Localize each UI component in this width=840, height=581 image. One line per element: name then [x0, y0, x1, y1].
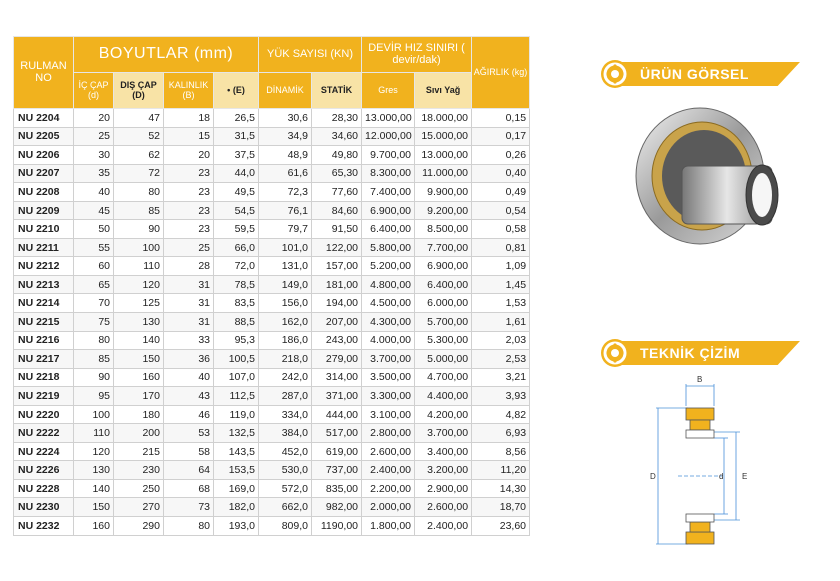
cell-agirlik: 1,09	[472, 257, 530, 276]
cell-dis-cap: 270	[114, 498, 164, 517]
cell-gres: 8.300,00	[362, 164, 415, 183]
cell-dis-cap: 110	[114, 257, 164, 276]
cell-agirlik: 0,49	[472, 183, 530, 202]
cell-statik: 49,80	[312, 146, 362, 165]
cell-e: 66,0	[214, 238, 259, 257]
header-agirlik: AĞIRLIK (kg)	[472, 37, 530, 109]
cell-code: NU 2222	[14, 424, 74, 443]
cell-dinamik: 572,0	[259, 479, 312, 498]
cell-e: 153,5	[214, 461, 259, 480]
table-row	[14, 127, 530, 146]
cell-statik: 65,30	[312, 164, 362, 183]
cell-e: 169,0	[214, 479, 259, 498]
cell-statik: 91,50	[312, 220, 362, 239]
cell-dinamik: 162,0	[259, 313, 312, 332]
cell-ic-cap: 70	[74, 294, 114, 313]
cell-dis-cap: 62	[114, 146, 164, 165]
cell-dinamik: 242,0	[259, 368, 312, 387]
cell-ic-cap: 150	[74, 498, 114, 517]
cell-e: 119,0	[214, 405, 259, 424]
cell-statik: 517,00	[312, 424, 362, 443]
cell-dis-cap: 290	[114, 517, 164, 536]
cell-ic-cap: 75	[74, 313, 114, 332]
cell-statik: 194,00	[312, 294, 362, 313]
cell-statik: 737,00	[312, 461, 362, 480]
cell-agirlik: 0,54	[472, 201, 530, 220]
cell-code: NU 2213	[14, 275, 74, 294]
cell-sivi-yag: 15.000,00	[415, 127, 472, 146]
cell-agirlik: 0,58	[472, 220, 530, 239]
cell-dinamik: 287,0	[259, 387, 312, 406]
cell-agirlik: 2,03	[472, 331, 530, 350]
cell-statik: 619,00	[312, 442, 362, 461]
cell-sivi-yag: 3.400,00	[415, 442, 472, 461]
label-b: B	[697, 375, 703, 384]
label-e: E	[742, 472, 748, 481]
cell-kalinlik: 18	[164, 109, 214, 128]
cell-code: NU 2226	[14, 461, 74, 480]
cell-sivi-yag: 18.000,00	[415, 109, 472, 128]
cell-gres: 1.800,00	[362, 517, 415, 536]
cell-kalinlik: 23	[164, 164, 214, 183]
cell-e: 132,5	[214, 424, 259, 443]
cell-statik: 371,00	[312, 387, 362, 406]
cell-dis-cap: 130	[114, 313, 164, 332]
cell-agirlik: 0,40	[472, 164, 530, 183]
header-devir-hiz: DEVİR HIZ SINIRI ( devir/dak)	[362, 37, 472, 73]
cell-sivi-yag: 2.600,00	[415, 498, 472, 517]
table-row	[14, 479, 530, 498]
cell-dis-cap: 250	[114, 479, 164, 498]
table-row	[14, 220, 530, 239]
teknik-cizim-banner	[596, 338, 808, 368]
cell-agirlik: 4,82	[472, 405, 530, 424]
cell-kalinlik: 28	[164, 257, 214, 276]
cell-kalinlik: 23	[164, 201, 214, 220]
header-sivi-yag: Sıvı Yağ	[415, 73, 472, 109]
cell-agirlik: 18,70	[472, 498, 530, 517]
cell-sivi-yag: 4.400,00	[415, 387, 472, 406]
cell-sivi-yag: 4.700,00	[415, 368, 472, 387]
cell-code: NU 2230	[14, 498, 74, 517]
header-boyutlar: BOYUTLAR (mm)	[74, 37, 259, 73]
cell-dis-cap: 85	[114, 201, 164, 220]
table-row	[14, 275, 530, 294]
cell-code: NU 2209	[14, 201, 74, 220]
urun-gorsel-banner	[596, 59, 808, 89]
cell-statik: 444,00	[312, 405, 362, 424]
cell-dinamik: 218,0	[259, 350, 312, 369]
cell-code: NU 2216	[14, 331, 74, 350]
cell-ic-cap: 25	[74, 127, 114, 146]
cell-ic-cap: 20	[74, 109, 114, 128]
cell-statik: 181,00	[312, 275, 362, 294]
cell-gres: 4.300,00	[362, 313, 415, 332]
cell-kalinlik: 80	[164, 517, 214, 536]
cell-dinamik: 48,9	[259, 146, 312, 165]
cell-code: NU 2228	[14, 479, 74, 498]
cell-ic-cap: 100	[74, 405, 114, 424]
cell-dis-cap: 52	[114, 127, 164, 146]
cell-dis-cap: 120	[114, 275, 164, 294]
cell-statik: 982,00	[312, 498, 362, 517]
cell-dis-cap: 100	[114, 238, 164, 257]
cell-dis-cap: 47	[114, 109, 164, 128]
cell-ic-cap: 30	[74, 146, 114, 165]
table-row	[14, 109, 530, 128]
cell-kalinlik: 53	[164, 424, 214, 443]
cell-statik: 835,00	[312, 479, 362, 498]
cell-e: 31,5	[214, 127, 259, 146]
cell-e: 193,0	[214, 517, 259, 536]
cell-code: NU 2210	[14, 220, 74, 239]
cell-code: NU 2205	[14, 127, 74, 146]
cell-ic-cap: 110	[74, 424, 114, 443]
table-row	[14, 294, 530, 313]
cell-sivi-yag: 6.400,00	[415, 275, 472, 294]
cell-ic-cap: 45	[74, 201, 114, 220]
cell-ic-cap: 130	[74, 461, 114, 480]
cell-agirlik: 0,17	[472, 127, 530, 146]
cell-dis-cap: 80	[114, 183, 164, 202]
cell-sivi-yag: 6.000,00	[415, 294, 472, 313]
cell-gres: 5.800,00	[362, 238, 415, 257]
cell-kalinlik: 43	[164, 387, 214, 406]
table-row	[14, 331, 530, 350]
cell-sivi-yag: 9.200,00	[415, 201, 472, 220]
cell-dinamik: 156,0	[259, 294, 312, 313]
cell-statik: 314,00	[312, 368, 362, 387]
table-row	[14, 183, 530, 202]
cell-kalinlik: 73	[164, 498, 214, 517]
cell-kalinlik: 36	[164, 350, 214, 369]
cell-e: 44,0	[214, 164, 259, 183]
cell-code: NU 2217	[14, 350, 74, 369]
cell-dis-cap: 160	[114, 368, 164, 387]
cell-gres: 3.700,00	[362, 350, 415, 369]
cell-code: NU 2211	[14, 238, 74, 257]
cell-dis-cap: 140	[114, 331, 164, 350]
cell-statik: 34,60	[312, 127, 362, 146]
cell-agirlik: 0,26	[472, 146, 530, 165]
cell-ic-cap: 50	[74, 220, 114, 239]
cell-gres: 2.200,00	[362, 479, 415, 498]
cell-kalinlik: 15	[164, 127, 214, 146]
cell-e: 143,5	[214, 442, 259, 461]
cell-sivi-yag: 2.400,00	[415, 517, 472, 536]
header-yuk-sayisi: YÜK SAYISI (KN)	[259, 37, 362, 73]
table-row	[14, 442, 530, 461]
label-d-inner: d	[719, 472, 724, 481]
cell-kalinlik: 58	[164, 442, 214, 461]
cell-ic-cap: 65	[74, 275, 114, 294]
cell-statik: 77,60	[312, 183, 362, 202]
cell-ic-cap: 95	[74, 387, 114, 406]
bearing-product-image	[632, 104, 782, 262]
cell-e: 88,5	[214, 313, 259, 332]
cell-gres: 6.400,00	[362, 220, 415, 239]
cell-gres: 5.200,00	[362, 257, 415, 276]
cell-kalinlik: 31	[164, 275, 214, 294]
cell-kalinlik: 31	[164, 313, 214, 332]
cell-gres: 4.800,00	[362, 275, 415, 294]
cell-kalinlik: 40	[164, 368, 214, 387]
cell-gres: 12.000,00	[362, 127, 415, 146]
cell-dinamik: 30,6	[259, 109, 312, 128]
cell-dis-cap: 150	[114, 350, 164, 369]
cell-sivi-yag: 4.200,00	[415, 405, 472, 424]
cell-ic-cap: 35	[74, 164, 114, 183]
cell-agirlik: 0,15	[472, 109, 530, 128]
header-dis-cap: DIŞ ÇAP (D)	[114, 73, 164, 109]
cell-gres: 6.900,00	[362, 201, 415, 220]
cell-ic-cap: 40	[74, 183, 114, 202]
cell-code: NU 2232	[14, 517, 74, 536]
cell-ic-cap: 85	[74, 350, 114, 369]
cell-sivi-yag: 7.700,00	[415, 238, 472, 257]
bearing-spec-table-body	[14, 109, 530, 536]
cell-gres: 4.500,00	[362, 294, 415, 313]
cell-kalinlik: 33	[164, 331, 214, 350]
cell-kalinlik: 25	[164, 238, 214, 257]
cell-e: 78,5	[214, 275, 259, 294]
bearing-logo-icon	[600, 338, 630, 368]
table-row	[14, 201, 530, 220]
cell-ic-cap: 120	[74, 442, 114, 461]
cell-dinamik: 131,0	[259, 257, 312, 276]
cell-sivi-yag: 5.700,00	[415, 313, 472, 332]
cell-agirlik: 23,60	[472, 517, 530, 536]
cell-e: 83,5	[214, 294, 259, 313]
header-rulman-no: RULMAN NO	[14, 37, 74, 109]
header-kalinlik: KALINLIK (B)	[164, 73, 214, 109]
urun-gorsel-title: ÜRÜN GÖRSEL	[640, 66, 749, 82]
cell-e: 54,5	[214, 201, 259, 220]
cell-code: NU 2219	[14, 387, 74, 406]
cell-statik: 28,30	[312, 109, 362, 128]
cell-agirlik: 11,20	[472, 461, 530, 480]
cell-statik: 1190,00	[312, 517, 362, 536]
cell-statik: 84,60	[312, 201, 362, 220]
header-e: • (E)	[214, 73, 259, 109]
cell-code: NU 2207	[14, 164, 74, 183]
cell-ic-cap: 80	[74, 331, 114, 350]
cell-ic-cap: 140	[74, 479, 114, 498]
cell-gres: 3.100,00	[362, 405, 415, 424]
bearing-logo-icon	[600, 59, 630, 89]
cell-dis-cap: 180	[114, 405, 164, 424]
teknik-cizim-title: TEKNİK ÇİZİM	[640, 345, 741, 361]
cell-agirlik: 1,61	[472, 313, 530, 332]
cell-dis-cap: 230	[114, 461, 164, 480]
cell-kalinlik: 64	[164, 461, 214, 480]
cell-sivi-yag: 9.900,00	[415, 183, 472, 202]
table-row	[14, 313, 530, 332]
cell-gres: 13.000,00	[362, 109, 415, 128]
cell-e: 107,0	[214, 368, 259, 387]
bearing-technical-drawing	[648, 372, 758, 572]
cell-agirlik: 3,21	[472, 368, 530, 387]
cell-kalinlik: 23	[164, 220, 214, 239]
cell-ic-cap: 55	[74, 238, 114, 257]
cell-code: NU 2212	[14, 257, 74, 276]
table-row	[14, 461, 530, 480]
cell-agirlik: 0,81	[472, 238, 530, 257]
bearing-spec-table	[13, 36, 530, 536]
cell-sivi-yag: 13.000,00	[415, 146, 472, 165]
cell-agirlik: 1,45	[472, 275, 530, 294]
cell-gres: 2.000,00	[362, 498, 415, 517]
cell-sivi-yag: 6.900,00	[415, 257, 472, 276]
cell-kalinlik: 31	[164, 294, 214, 313]
right-panel	[596, 0, 840, 581]
cell-code: NU 2206	[14, 146, 74, 165]
table-row	[14, 405, 530, 424]
table-row	[14, 387, 530, 406]
table-row	[14, 146, 530, 165]
cell-e: 182,0	[214, 498, 259, 517]
cell-agirlik: 6,93	[472, 424, 530, 443]
cell-gres: 4.000,00	[362, 331, 415, 350]
cell-dinamik: 186,0	[259, 331, 312, 350]
cell-code: NU 2208	[14, 183, 74, 202]
cell-code: NU 2214	[14, 294, 74, 313]
cell-statik: 122,00	[312, 238, 362, 257]
table-row	[14, 238, 530, 257]
cell-ic-cap: 60	[74, 257, 114, 276]
cell-dinamik: 809,0	[259, 517, 312, 536]
cell-dis-cap: 72	[114, 164, 164, 183]
cell-dis-cap: 125	[114, 294, 164, 313]
table-row	[14, 257, 530, 276]
cell-e: 37,5	[214, 146, 259, 165]
cell-kalinlik: 23	[164, 183, 214, 202]
cell-code: NU 2224	[14, 442, 74, 461]
cell-dinamik: 384,0	[259, 424, 312, 443]
cell-e: 72,0	[214, 257, 259, 276]
cell-sivi-yag: 2.900,00	[415, 479, 472, 498]
cell-statik: 279,00	[312, 350, 362, 369]
cell-sivi-yag: 3.200,00	[415, 461, 472, 480]
cell-sivi-yag: 5.300,00	[415, 331, 472, 350]
cell-ic-cap: 160	[74, 517, 114, 536]
cell-agirlik: 1,53	[472, 294, 530, 313]
cell-dinamik: 662,0	[259, 498, 312, 517]
cell-kalinlik: 68	[164, 479, 214, 498]
cell-code: NU 2215	[14, 313, 74, 332]
cell-dinamik: 101,0	[259, 238, 312, 257]
cell-gres: 3.500,00	[362, 368, 415, 387]
cell-gres: 2.600,00	[362, 442, 415, 461]
cell-code: NU 2218	[14, 368, 74, 387]
cell-dis-cap: 215	[114, 442, 164, 461]
cell-ic-cap: 90	[74, 368, 114, 387]
cell-agirlik: 8,56	[472, 442, 530, 461]
header-ic-cap: İÇ ÇAP (d)	[74, 73, 114, 109]
cell-agirlik: 2,53	[472, 350, 530, 369]
header-dinamik: DİNAMİK	[259, 73, 312, 109]
cell-gres: 2.800,00	[362, 424, 415, 443]
header-statik: STATİK	[312, 73, 362, 109]
cell-sivi-yag: 11.000,00	[415, 164, 472, 183]
cell-e: 59,5	[214, 220, 259, 239]
table-row	[14, 368, 530, 387]
table-row	[14, 424, 530, 443]
cell-agirlik: 3,93	[472, 387, 530, 406]
cell-kalinlik: 46	[164, 405, 214, 424]
cell-dinamik: 61,6	[259, 164, 312, 183]
cell-dinamik: 530,0	[259, 461, 312, 480]
cell-dinamik: 334,0	[259, 405, 312, 424]
cell-dinamik: 34,9	[259, 127, 312, 146]
cell-gres: 3.300,00	[362, 387, 415, 406]
cell-kalinlik: 20	[164, 146, 214, 165]
cell-dinamik: 79,7	[259, 220, 312, 239]
cell-dis-cap: 90	[114, 220, 164, 239]
cell-dinamik: 149,0	[259, 275, 312, 294]
cell-gres: 2.400,00	[362, 461, 415, 480]
cell-sivi-yag: 5.000,00	[415, 350, 472, 369]
cell-sivi-yag: 3.700,00	[415, 424, 472, 443]
cell-gres: 7.400,00	[362, 183, 415, 202]
cell-gres: 9.700,00	[362, 146, 415, 165]
cell-e: 95,3	[214, 331, 259, 350]
cell-e: 100,5	[214, 350, 259, 369]
cell-code: NU 2220	[14, 405, 74, 424]
table-row	[14, 498, 530, 517]
cell-code: NU 2204	[14, 109, 74, 128]
cell-dis-cap: 200	[114, 424, 164, 443]
cell-statik: 243,00	[312, 331, 362, 350]
label-d-outer: D	[650, 472, 656, 481]
cell-dinamik: 452,0	[259, 442, 312, 461]
cell-dis-cap: 170	[114, 387, 164, 406]
table-row	[14, 517, 530, 536]
bearing-spec-table-container	[13, 36, 529, 536]
cell-e: 26,5	[214, 109, 259, 128]
cell-agirlik: 14,30	[472, 479, 530, 498]
cell-sivi-yag: 8.500,00	[415, 220, 472, 239]
cell-e: 112,5	[214, 387, 259, 406]
cell-statik: 157,00	[312, 257, 362, 276]
table-row	[14, 164, 530, 183]
cell-dinamik: 72,3	[259, 183, 312, 202]
cell-e: 49,5	[214, 183, 259, 202]
cell-dinamik: 76,1	[259, 201, 312, 220]
table-row	[14, 350, 530, 369]
cell-statik: 207,00	[312, 313, 362, 332]
header-gres: Gres	[362, 73, 415, 109]
